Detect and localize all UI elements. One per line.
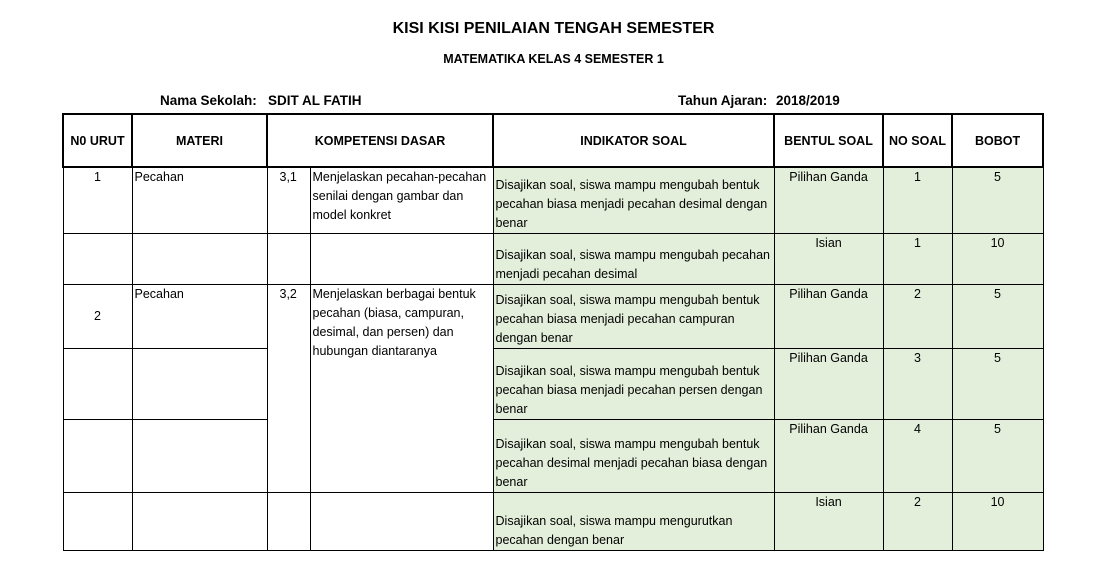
- empty-cell: [132, 419, 267, 492]
- no-soal-cell: 4: [883, 419, 952, 492]
- empty-cell: [63, 348, 132, 419]
- indikator-cell: Disajikan soal, siswa mampu mengubah bentuk pecahan biasa menjadi pecahan desimal dengan benar: [493, 167, 774, 233]
- year-value: 2018/2019: [776, 93, 840, 108]
- bobot-cell: 5: [952, 284, 1043, 348]
- indikator-cell: Disajikan soal, siswa mampu mengurutkan pecahan dengan benar: [493, 492, 774, 550]
- col-header-bobot: BOBOT: [952, 114, 1043, 167]
- table-header-row: [63, 114, 1043, 167]
- document-title: KISI KISI PENILAIAN TENGAH SEMESTER: [392, 20, 715, 37]
- bentuk-cell: Pilihan Ganda: [774, 348, 883, 419]
- empty-cell: [310, 492, 493, 550]
- empty-cell: [267, 492, 310, 550]
- no-soal-cell: 3: [883, 348, 952, 419]
- indikator-cell: Disajikan soal, siswa mampu mengubah bentuk pecahan biasa menjadi pecahan persen dengan benar: [493, 348, 774, 419]
- bentuk-cell: Pilihan Ganda: [774, 419, 883, 492]
- bentuk-cell: Pilihan Ganda: [774, 284, 883, 348]
- bobot-cell: 5: [952, 348, 1043, 419]
- school-label: Nama Sekolah:: [160, 93, 257, 108]
- indikator-cell: Disajikan soal, siswa mampu mengubah bentuk pecahan desimal menjadi pecahan biasa dengan benar: [493, 419, 774, 492]
- kd-number: 3,1: [267, 167, 310, 233]
- table-row: [63, 492, 1043, 550]
- empty-cell: [310, 233, 493, 284]
- document-subtitle: MATEMATIKA KELAS 4 SEMESTER 1: [443, 52, 664, 66]
- table-row: [63, 284, 1043, 348]
- no-soal-cell: 2: [883, 492, 952, 550]
- materi-cell: Pecahan: [132, 167, 267, 233]
- indikator-cell: Disajikan soal, siswa mampu mengubah pecahan menjadi pecahan desimal: [493, 233, 774, 284]
- empty-cell: [63, 233, 132, 284]
- table-row: [63, 419, 1043, 492]
- bentuk-cell: Isian: [774, 492, 883, 550]
- no-soal-cell: 1: [883, 233, 952, 284]
- indikator-cell: Disajikan soal, siswa mampu mengubah bentuk pecahan biasa menjadi pecahan campuran dengan benar: [493, 284, 774, 348]
- kisi-table: [62, 113, 1044, 551]
- table-row: [63, 167, 1043, 233]
- empty-cell: [132, 348, 267, 419]
- kd-number: 3,2: [267, 284, 310, 492]
- no-soal-cell: 1: [883, 167, 952, 233]
- col-header-materi: MATERI: [132, 114, 267, 167]
- empty-cell: [132, 233, 267, 284]
- col-header-indikator: INDIKATOR SOAL: [493, 114, 774, 167]
- kd-text: Menjelaskan berbagai bentuk pecahan (biasa, campuran, desimal, dan persen) dan hubungan diantaranya: [310, 284, 493, 492]
- bentuk-cell: Isian: [774, 233, 883, 284]
- bentuk-cell: Pilihan Ganda: [774, 167, 883, 233]
- empty-cell: [63, 419, 132, 492]
- no-soal-cell: 2: [883, 284, 952, 348]
- bobot-cell: 5: [952, 419, 1043, 492]
- table-row: [63, 233, 1043, 284]
- empty-cell: [267, 233, 310, 284]
- row-number: 1: [63, 167, 132, 233]
- empty-cell: [63, 492, 132, 550]
- materi-cell: Pecahan: [132, 284, 267, 348]
- year-label: Tahun Ajaran:: [678, 93, 768, 108]
- col-header-no-soal: NO SOAL: [883, 114, 952, 167]
- school-value: SDIT AL FATIH: [268, 93, 362, 108]
- kd-text: Menjelaskan pecahan-pecahan senilai dengan gambar dan model konkret: [310, 167, 493, 233]
- col-header-kompetensi: KOMPETENSI DASAR: [267, 114, 493, 167]
- row-number: 2: [63, 284, 132, 348]
- col-header-bentuk: BENTUL SOAL: [774, 114, 883, 167]
- bobot-cell: 5: [952, 167, 1043, 233]
- empty-cell: [132, 492, 267, 550]
- bobot-cell: 10: [952, 492, 1043, 550]
- col-header-no-urut: N0 URUT: [63, 114, 132, 167]
- bobot-cell: 10: [952, 233, 1043, 284]
- table-row: [63, 348, 1043, 419]
